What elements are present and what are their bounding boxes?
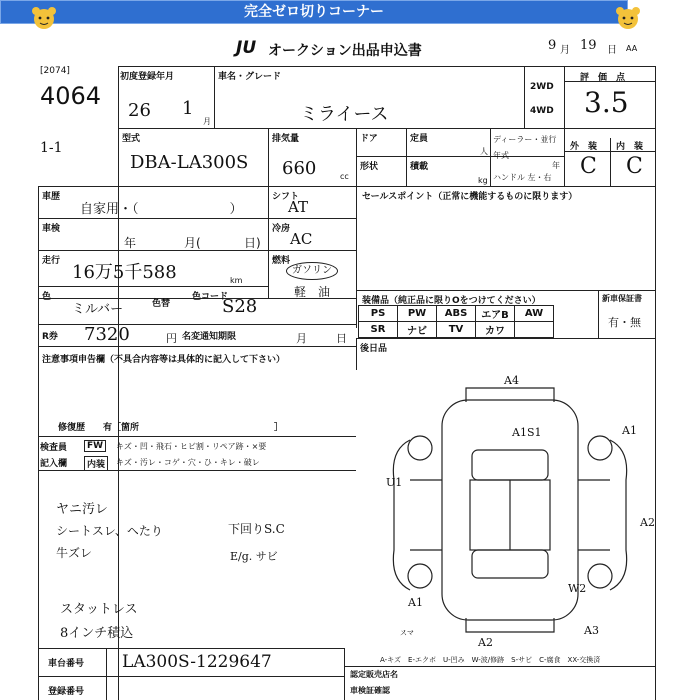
entry-label: 記入欄 (40, 459, 68, 469)
equip-airbag: エアB (476, 306, 515, 322)
date-month: 9 (548, 38, 557, 53)
note-line: シートスレ、ヘたり (56, 524, 163, 538)
equip-abs: ABS (437, 306, 476, 322)
equip-tv: TV (437, 322, 476, 338)
damage-mark: A1 (408, 596, 423, 609)
mileage-label: 走行 (42, 256, 61, 266)
km-unit: km (230, 276, 243, 285)
shift-value: AT (288, 198, 309, 216)
aftermarket-label: 後日品 (360, 344, 388, 354)
insp-month-unit: 月( (184, 236, 201, 250)
damage-mark: A1 (622, 424, 637, 437)
banner-title: 完全ゼロ切りコーナー (0, 0, 628, 24)
mileage-value: 16万5千588 (72, 262, 177, 283)
chassis-no-value: LA300S-1229647 (122, 652, 272, 672)
color-label: 色 (42, 292, 52, 302)
recycle-value: 7320 (84, 324, 130, 345)
ju-logo: JU (236, 38, 257, 58)
recycle-label: R券 (42, 332, 58, 342)
note-line: スタットレス (60, 602, 138, 617)
drive-4wd-label: 4WD (530, 106, 554, 116)
recycle-unit: 円 (166, 332, 177, 345)
damage-mark: A1S1 (512, 426, 542, 439)
color-code-value: S28 (222, 296, 258, 317)
note-line: E/g. サビ (230, 550, 278, 563)
damage-mark: A4 (504, 374, 519, 387)
date-day-unit: 日 (607, 45, 617, 56)
aircon-label: 冷房 (272, 224, 291, 234)
cc-unit: cc (340, 172, 349, 181)
interior-grade: C (626, 154, 643, 179)
reg-year: 26 (128, 100, 151, 121)
repair-history-label: 修復歴 有［箇所 ］ (58, 423, 284, 433)
damage-mark: A2 (478, 636, 493, 649)
fuel-value: ガソリン (286, 262, 338, 280)
insp-year-unit: 年 (124, 236, 137, 250)
dealer-label: ディーラー・並行 (493, 135, 557, 144)
insp-day-unit: 日) (244, 236, 261, 250)
equip-navi: ナビ (398, 322, 437, 338)
reg-no-label: 登録番号 (48, 687, 85, 697)
note-line: 牛ズレ (56, 546, 93, 560)
damage-mark: A2 (640, 516, 655, 529)
car-name-value: ミライース (300, 104, 389, 125)
handle-label: ハンドル 左・右 (493, 173, 552, 182)
equip-ps: PS (359, 306, 398, 322)
inspector-label: 検査員 (40, 443, 68, 453)
date-day: 19 (580, 38, 597, 53)
ref-code: [2074] (40, 66, 70, 76)
equip-leather: カワ (476, 322, 515, 338)
damage-legend: A-キズ E-エクボ U-凹み W-波/修跡 S-サビ C-腐食 XX-交換済 (380, 656, 601, 664)
load-unit: kg (478, 176, 488, 185)
capacity-unit: 人 (480, 147, 488, 156)
damage-mark: U1 (386, 476, 403, 489)
mascot-icon (30, 6, 58, 30)
type-label: 型式 (122, 134, 141, 144)
mascot-icon (614, 6, 642, 30)
tax-day: 日 (336, 332, 347, 345)
score-value: 3.5 (584, 86, 629, 119)
displacement-label: 排気量 (272, 134, 300, 144)
model-code-value: DBA-LA300S (130, 152, 249, 173)
lot-number: 4064 (40, 82, 102, 110)
damage-mark: W2 (568, 582, 587, 595)
note-line: ヤニ汚レ (56, 502, 109, 517)
history-label: 車歴 (42, 192, 61, 202)
load-label: 積載 (410, 162, 429, 172)
left-margin-mark: 1-1 (40, 140, 63, 156)
warranty-choice: 有・無 (608, 316, 641, 329)
color-change-label: 色替 (152, 299, 171, 309)
confirm-label: 車検証確認 (350, 686, 390, 695)
drive-2wd-label: 2WD (530, 82, 554, 92)
sales-point-label: セールスポイント（正常に機能するものに限ります） (362, 192, 578, 202)
date-month-unit: 月 (560, 45, 570, 56)
shift-label: シフト (272, 192, 300, 202)
note-line: 下回りS.C (228, 522, 285, 536)
exterior-grade: C (580, 154, 597, 179)
score-label: 評 価 点 (580, 73, 626, 83)
model-year-label: 年式 (493, 151, 509, 160)
color-code-label: 色コード (192, 292, 229, 302)
exterior-label: 外 装 (570, 142, 598, 152)
equipment-label: 装備品（純正品に限りOをつけてください） (362, 296, 541, 306)
history-value: 自家用・（ ） (80, 202, 243, 217)
displacement-value: 660 (282, 158, 317, 179)
fuel-label: 燃料 (272, 256, 291, 266)
interior-codes: キズ・汚レ・コゲ・穴・ひ・キレ・破レ (116, 458, 260, 467)
first-reg-label: 初度登録年月 (120, 72, 175, 82)
tax-month: 月 (296, 332, 307, 345)
new-warranty-label: 新車保証書 (602, 294, 642, 303)
month-unit: 月 (203, 117, 211, 126)
note-line: 8インチ積込 (60, 626, 134, 641)
equipment-table (358, 305, 554, 338)
interior-code-label: 内装 (84, 456, 108, 471)
equip-pw: PW (398, 306, 437, 322)
date-suffix: AA (626, 44, 638, 53)
equip-sr: SR (359, 322, 398, 338)
diesel-label: 軽 油 (294, 285, 331, 299)
equip-aw: AW (515, 306, 554, 322)
exterior-codes: キズ・凹・飛石・ヒビ割・リペア跡・×要 (116, 442, 267, 451)
interior-label: 内 装 (616, 142, 644, 152)
inspection-label: 車検 (42, 224, 61, 234)
model-year-unit: 年 (552, 161, 560, 170)
capacity-label: 定員 (410, 134, 429, 144)
door-label: ドア (360, 134, 378, 144)
car-name-label: 車名・グレード (218, 72, 282, 82)
form-title: オークション出品申込書 (268, 43, 422, 59)
shape-label: 形状 (360, 162, 379, 172)
fw-label: FW (84, 440, 106, 452)
reg-month: 1 (182, 98, 194, 119)
chassis-no-label: 車台番号 (48, 659, 85, 669)
color-value: ミルバー (72, 302, 124, 317)
damage-mark: スマ (400, 629, 414, 637)
notes-label: 注意事項申告欄（不具合内容等は具体的に記入して下さい） (42, 355, 286, 365)
auth-dealer-label: 認定販売店名 (350, 670, 398, 679)
damage-mark: A3 (584, 624, 599, 637)
tax-notice-label: 名変通知期限 (182, 332, 237, 342)
aircon-value: AC (290, 230, 313, 248)
